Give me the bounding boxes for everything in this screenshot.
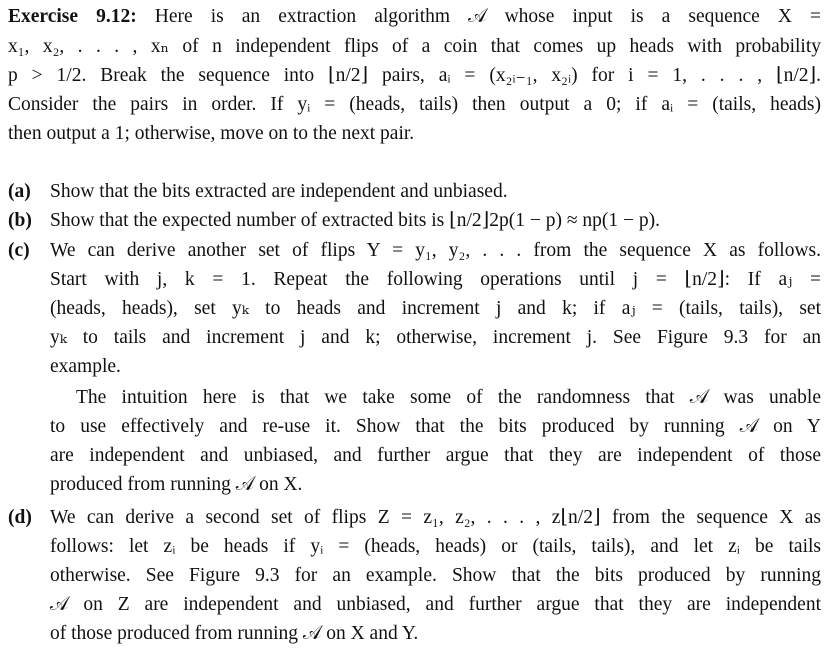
part-c-para-line-4: produced from running 𝒜 on X. <box>50 474 303 495</box>
part-d-line-1: We can derive a second set of flips Z = z₁, z₂, . . . , z⌊n/2⌋ from the sequence X as <box>50 507 821 528</box>
part-d-line-4: 𝒜 on Z are independent and unbiased, and further argue that they are independent <box>50 594 821 615</box>
part-c-line-4: yₖ to tails and increment j and k; otherwise, increment j. See Figure 9.3 for an <box>50 327 821 348</box>
part-d-line-2: follows: let zᵢ be heads if yᵢ = (heads, heads) or (tails, tails), and let zᵢ be tails <box>50 536 821 557</box>
part-d-line-3: otherwise. See Figure 9.3 for an example. Show that the bits produced by running <box>50 565 821 586</box>
intro-line-2: x₁, x₂, . . . , xₙ of n independent flips of a coin that comes up heads with probability <box>8 36 821 57</box>
part-b-label: (b) <box>8 210 32 231</box>
part-c-label: (c) <box>8 240 30 261</box>
part-d-label: (d) <box>8 507 32 528</box>
part-c-para-line-1: The intuition here is that we take some of the randomness that 𝒜 was unable <box>76 387 821 408</box>
part-a-line-1: Show that the bits extracted are independent and unbiased. <box>50 181 508 202</box>
part-c-para-line-3: are independent and unbiased, and further argue that they are independent of those <box>50 445 821 466</box>
part-d-line-5: of those produced from running 𝒜 on X and Y. <box>50 623 419 644</box>
part-c-para-line-2: to use effectively and re-use it. Show that the bits produced by running 𝒜 on Y <box>50 416 821 437</box>
part-c-line-2: Start with j, k = 1. Repeat the following operations until j = ⌊n/2⌋: If aⱼ = <box>50 269 821 290</box>
intro-line-4: Consider the pairs in order. If yᵢ = (heads, tails) then output a 0; if aᵢ = (tails, heads) <box>8 94 821 115</box>
part-a-label: (a) <box>8 181 31 202</box>
intro-line-1: Exercise 9.12: Here is an extraction algorithm 𝒜 whose input is a sequence X = <box>8 6 821 27</box>
part-c-line-3: (heads, heads), set yₖ to heads and increment j and k; if aⱼ = (tails, tails), set <box>50 298 821 319</box>
intro-line-5: then output a 1; otherwise, move on to the next pair. <box>8 123 415 144</box>
exercise-heading: Exercise 9.12: <box>8 6 137 27</box>
part-c-line-5: example. <box>50 356 121 377</box>
part-b-line-1: Show that the expected number of extracted bits is ⌊n/2⌋2p(1 − p) ≈ np(1 − p). <box>50 210 661 231</box>
part-c-line-1: We can derive another set of flips Y = y₁, y₂, . . . from the sequence X as follows. <box>50 240 821 261</box>
intro-line-3: p > 1/2. Break the sequence into ⌊n/2⌋ pairs, aᵢ = (x₂ᵢ₋₁, x₂ᵢ) for i = 1, . . . , ⌊n/2⌋. <box>8 65 821 86</box>
